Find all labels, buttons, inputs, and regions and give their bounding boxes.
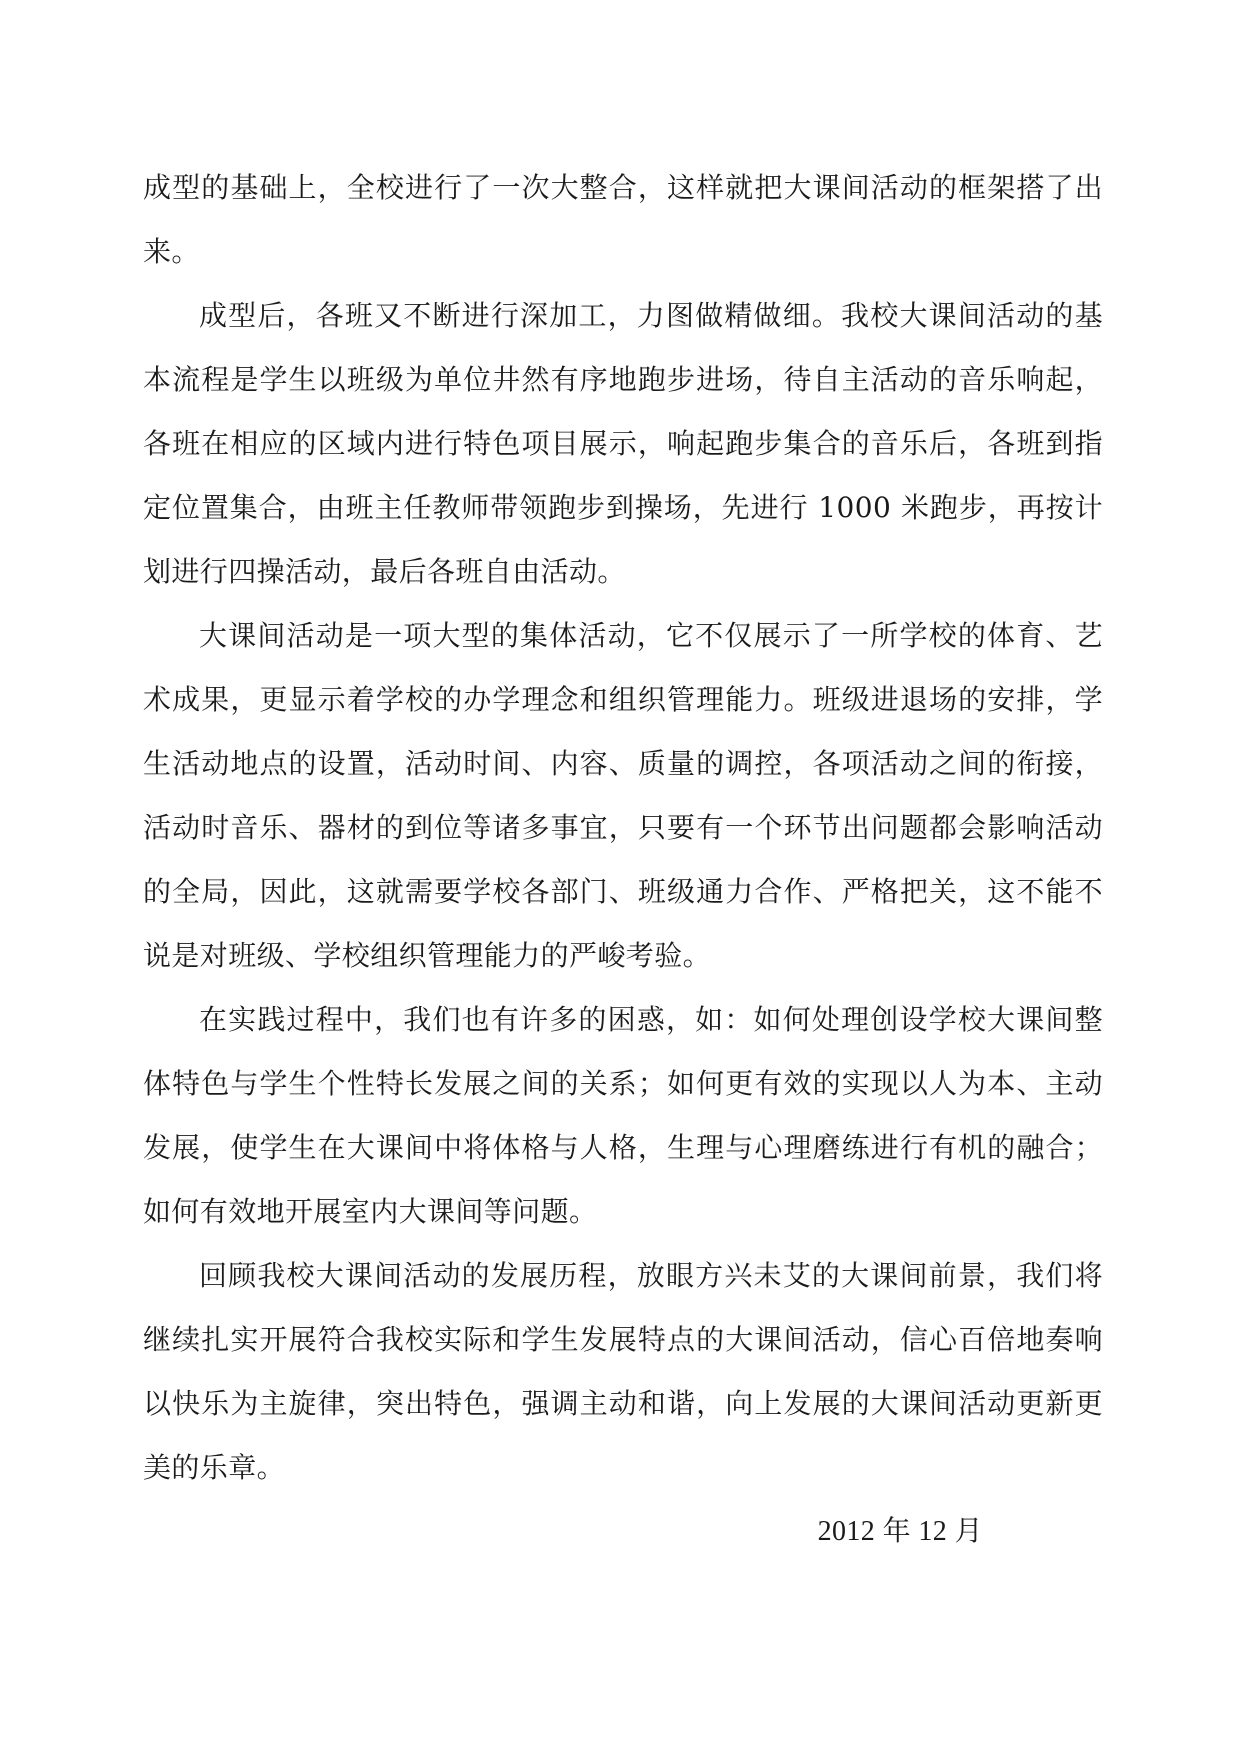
document-date: 2012 年 12 月 bbox=[817, 1516, 983, 1547]
paragraph-5: 回顾我校大课间活动的发展历程，放眼方兴未艾的大课间前景，我们将继续扎实开展符合我校实际和学生发展特点的大课间活动，信心百倍地奏响以快乐为主旋律，突出特色，强调主动和谐，向上发展的大课间活动更新更美的乐章。 bbox=[143, 1259, 1103, 1484]
paragraph-2: 成型后，各班又不断进行深加工，力图做精做细。我校大课间活动的基本流程是学生以班级为单位井然有序地跑步进场，待自主活动的音乐响起，各班在相应的区域内进行特色项目展示，响起跑步集合的音乐后，各班到指定位置集合，由班主任教师带领跑步到操场，先进行 1000 米跑步，再按计划进行四操活动，最后各班自由活动。 bbox=[143, 299, 1103, 588]
paragraph-4: 在实践过程中，我们也有许多的困惑，如：如何处理创设学校大课间整体特色与学生个性特长发展之间的关系；如何更有效的实现以人为本、主动发展，使学生在大课间中将体格与人格，生理与心理磨练进行有机的融合；如何有效地开展室内大课间等问题。 bbox=[143, 1003, 1103, 1228]
paragraph-1: 成型的基础上，全校进行了一次大整合，这样就把大课间活动的框架搭了出来。 bbox=[143, 171, 1103, 268]
document-body bbox=[143, 156, 1103, 1564]
paragraph-3: 大课间活动是一项大型的集体活动，它不仅展示了一所学校的体育、艺术成果，更显示着学校的办学理念和组织管理能力。班级进退场的安排，学生活动地点的设置，活动时间、内容、质量的调控，各项活动之间的衔接，活动时音乐、器材的到位等诸多事宜，只要有一个环节出问题都会影响活动的全局，因此，这就需要学校各部门、班级通力合作、严格把关，这不能不说是对班级、学校组织管理能力的严峻考验。 bbox=[143, 619, 1103, 972]
